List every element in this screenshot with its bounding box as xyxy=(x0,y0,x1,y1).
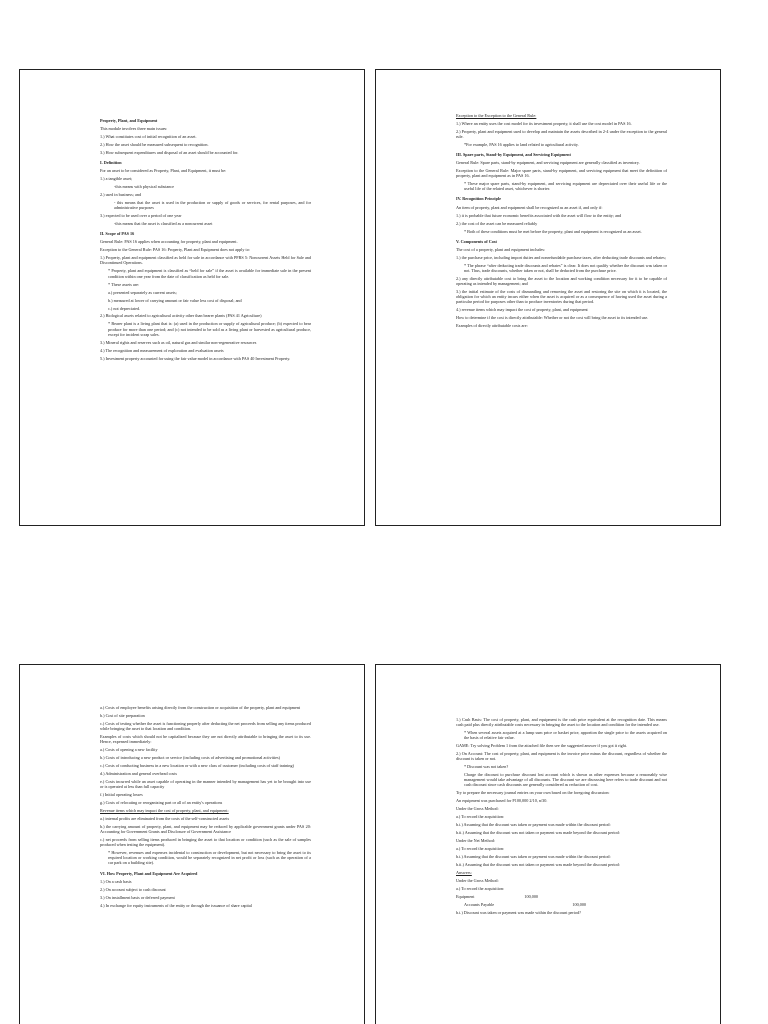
paragraph: Examples of directly attributable costs are: xyxy=(456,322,528,328)
list-item: g.) Costs of relocating or reorganizing part or all of an entity's operations xyxy=(100,800,223,806)
document-page-2 xyxy=(375,69,721,526)
page-1-content xyxy=(100,113,311,364)
paragraph: Under the Net Method: xyxy=(456,838,495,844)
page-4-content xyxy=(456,717,667,918)
paragraph: An item of property, plant and equipment shall be recognized as an asset if, and only if: xyxy=(456,204,603,210)
page-title: Property, Plant, and Equipment xyxy=(100,118,158,123)
list-item: b.ii.) Assuming that the discount was not taken or payment was made beyond the discount period: xyxy=(456,862,620,868)
paragraph: Charge the discount to purchase discount lost account which is shown as other expenses because a reasonably wise management would take advantage of all discounts. The discount we are discussing here refers to trade discount and not cash discount since cash discounts are generally considered as reduction of cost. xyxy=(464,772,667,788)
paragraph: An equipment was purchased for P100,000 2/10, n/30. xyxy=(456,798,548,804)
journal-entry-row xyxy=(456,894,667,899)
list-item: c.) Costs of conducting business in a new location or with a new class of customer (including costs of staff training) xyxy=(100,763,295,769)
subheading: Answers: xyxy=(456,870,472,876)
note: * Property, plant and equipment is classified as “held for sale” if the asset is available for immediate sale in the present condition within one year from the date of classification as held for sale. xyxy=(108,268,311,279)
note: * When several assets acquired at a lump sum price or basket price, apportion the single price to the assets acquired on the basis of relative fair value. xyxy=(464,730,667,741)
paragraph: This module involves three main issues: xyxy=(100,126,168,132)
list-item: b.) the carrying amount of property, plant, and equipment may be reduced by applicable government grants under PAS 20: Accounting for Government Grants and Disclosure of Government Assistance xyxy=(100,824,311,835)
list-item: 1.) a tangible asset; xyxy=(100,176,133,182)
subheading: Revenue items which may impact the cost of property, plant, and equipment: xyxy=(100,808,229,814)
note: * These assets are: xyxy=(108,281,140,287)
list-item: d.) Administration and general overhead costs xyxy=(100,771,177,777)
section-heading: II. Scope of PAS 16 xyxy=(100,231,135,237)
paragraph: General Rule: Spare parts, stand-by equipment, and servicing equipment are generally classified as inventory. xyxy=(456,160,640,166)
list-item: 3.) How subsequent expenditures and disposal of an asset should be accounted for. xyxy=(100,150,239,156)
note: -this means that the asset is classified as a noncurrent asset xyxy=(114,221,213,227)
paragraph: Exception to the General Rule: PAS 16: Property, Plant and Equipment does not apply to: xyxy=(100,247,250,253)
note: * These major spare parts, stand-by equipment, and servicing equipment are depreciated over their useful life or the useful life of the related asset, whichever is shorter. xyxy=(464,181,667,192)
document-page-3 xyxy=(19,664,365,1024)
note: -this means with physical substance xyxy=(114,184,175,190)
section-heading: IV. Recognition Principle xyxy=(456,196,501,202)
list-item: 3.) expected to be used over a period of one year xyxy=(100,213,182,219)
list-item: 2.) Biological assets related to agricultural activity other than bearer plants (PAS 41 Agriculture) xyxy=(100,313,262,319)
list-item: 1.) it is probable that future economic benefits associated with the asset will flow to the entity; and xyxy=(456,212,622,218)
note: * Bearer plant is a living plant that is: (a) used in the production or supply of agricultural produce; (b) expected to bear produce for more than one period; and (c) not intended to be sold as a living plant or harvested as agricultural produce, except for incident scrap sales. xyxy=(108,321,311,337)
list-item: 1.) the purchase price, including import duties and nonrefundable purchase taxes, after deducting trade discounts and rebates; xyxy=(456,254,666,260)
paragraph: The cost of a property, plant and equipment includes: xyxy=(456,246,546,252)
paragraph: 1.) Cash Basis: The cost of property, plant, and equipment is the cash price equivalent at the recognition date. This means cash paid plus directly attributable costs necessary in bringing the asset to the location and condition for the intended use. xyxy=(456,717,667,728)
list-item: 3.) the initial estimate of the costs of dismantling and removing the asset and restoring the site on which it is located, the obligation for which an entity incurs either when the asset is acquired or as a consequence of having used the asset during a particular period for purposes other than to produce inventories during that period. xyxy=(456,288,667,305)
list-item: 2.) used in business; and xyxy=(100,192,142,198)
list-item: b.) measured at lower of carrying amount or fair value less cost of disposal; and xyxy=(108,297,242,303)
list-item: a.) To record the acquisition: xyxy=(456,814,505,820)
debit-amount: 100,000 xyxy=(524,894,538,900)
list-item: c.) Costs of testing whether the asset is functioning properly after deducting the net proceeds from selling any items produced while bringing the asset to that location and condition. xyxy=(100,720,311,732)
list-item: b.i.) Discount was taken or payment was made within the discount period? xyxy=(456,910,582,916)
list-item: 2.) any directly attributable cost to bring the asset to the location and working condition necessary for it to be capable of operating as intended by management; and xyxy=(456,275,667,286)
list-item: 1.) On a cash basis xyxy=(100,878,132,884)
subheading: Exception to the Exception to the General Rule: xyxy=(456,113,537,118)
list-item: a.) presented separately as current assets; xyxy=(108,289,177,295)
document-page-1 xyxy=(19,69,365,526)
note: *For example, PAS 16 applies to land related to agricultural activity. xyxy=(464,142,579,148)
list-item: a.) Costs of employee benefits arising directly from the construction or acquisition of the property, plant and equipment xyxy=(100,705,301,710)
list-item: b.i.) Assuming that the discount was taken or payment was made within the discount period: xyxy=(456,854,611,860)
paragraph: GAME: Try solving Problem 1 from the attached file then see the suggested answer if you got it right. xyxy=(456,743,628,749)
list-item: 2.) How the asset should be measured subsequent to recognition. xyxy=(100,142,209,148)
list-item: b.i.) Assuming that the discount was taken or payment was made within the discount period: xyxy=(456,822,611,828)
list-item: b.) Costs of introducing a new product or service (including costs of advertising and promotional activities) xyxy=(100,755,281,761)
list-item: 2.) Property, plant and equipment used to develop and maintain the assets described in 2-4 under the exception to the general rule. xyxy=(456,128,667,140)
section-heading: V. Components of Cost xyxy=(456,238,497,244)
paragraph: Try to prepare the necessary journal entries on your own based on the foregoing discussion: xyxy=(456,790,610,796)
section-heading: III. Spare parts, Stand-by Equipment, and Servicing Equipment xyxy=(456,152,571,158)
paragraph: Examples of costs which should not be capitalized because they are not directly attributable to bringing the asset to its use. Hence, expensed immediately: xyxy=(100,734,311,745)
note: * Both of these conditions must be met before the property, plant and equipment is recognized as an asset. xyxy=(464,228,642,234)
list-item: b.) Cost of site preparation xyxy=(100,712,145,718)
list-item: 3.) On installment basis or deferred payment xyxy=(100,894,175,900)
list-item: c.) not depreciated. xyxy=(108,305,141,311)
page-3-content xyxy=(100,705,311,911)
note: * Discount was not taken? xyxy=(464,764,509,770)
account-name: Equipment xyxy=(456,894,475,900)
paragraph: Under the Gross Method: xyxy=(456,878,499,884)
journal-entry-row xyxy=(456,902,667,907)
list-item: f.) Initial operating losses xyxy=(100,792,143,798)
list-item: 1.) Where an entity uses the cost model for its investment property, it shall use the cost model in PAS 16. xyxy=(456,120,632,126)
note: * The phrase “after deducting trade discounts and rebates” is clear. It does not qualify whether the discount was taken or not. Thus, trade discounts, whether taken or not, shall be deducted from the purchase price. xyxy=(464,262,667,273)
section-heading: I. Definition xyxy=(100,160,122,166)
list-item: a.) internal profits are eliminated from the costs of the self-constructed assets xyxy=(100,816,230,822)
account-name: Accounts Payable xyxy=(464,902,495,908)
list-item: a.) To record the acquisition: xyxy=(456,846,505,852)
list-item: e.) Costs incurred while an asset capable of operating in the manner intended by management has yet to be brought into use or is operated at less than full capacity xyxy=(100,779,311,790)
list-item: 4.) revenue items which may impact the cost of property, plant, and equipment xyxy=(456,307,588,313)
page-2-content xyxy=(456,113,667,331)
paragraph: General Rule: PAS 16 applies when accounting for property, plant and equipment. xyxy=(100,239,238,245)
list-item: 5.) Investment property accounted for using the fair value model in accordance with PAS 40 Investment Property. xyxy=(100,355,291,361)
list-item: 1.) Property, plant and equipment classified as held for sale in accordance with PFRS 5: Noncurrent Assets Held for Sale and Discontinued Operations. xyxy=(100,255,311,266)
note: * However, revenues and expenses incidental to construction or development, but not necessary to bring the asset to its required location or working condition, would be separately recognized in net profit or loss (such as the operation of a car park on a building site). xyxy=(108,850,311,866)
paragraph: Exception to the General Rule: Major spare parts, stand-by equipment, and servicing equipment that meet the definition of property, plant and equipment as in PAS 16. xyxy=(456,168,667,179)
list-item: 1.) What constitutes cost of initial recognition of an asset. xyxy=(100,134,197,140)
list-item: c.) net proceeds from selling items produced in bringing the asset to that location or condition (such as the sale of samples produced when testing the equipment). xyxy=(100,837,311,848)
paragraph: 2.) On Account: The cost of property, plant, and equipment is the invoice price minus the discount, regardless of whether the discount is taken or not. xyxy=(456,751,667,762)
list-item: b.ii.) Assuming that the discount was not taken or payment was made beyond the discount period: xyxy=(456,830,620,836)
list-item: 4.) In exchange for equity instruments of the entity or through the issuance of share capital xyxy=(100,902,252,908)
paragraph: Under the Gross Method: xyxy=(456,806,499,812)
list-item: a.) To record the acquisition: xyxy=(456,886,505,892)
credit-amount: 100,000 xyxy=(572,902,586,908)
paragraph: How to determine if the cost is directly attributable: Whether or not the cost will bring the asset to its intended use. xyxy=(456,315,649,320)
list-item: 2.) the cost of the asset can be measured reliably xyxy=(456,220,538,226)
list-item: 2.) On account subject to cash discount xyxy=(100,886,166,892)
note: - this means that the asset is used in the production or supply of goods or services, for rental purposes, and for administrative purposes xyxy=(114,200,311,211)
list-item: a.) Costs of opening a new facility xyxy=(100,747,158,753)
list-item: 4.) The recognition and measurement of exploration and evaluation assets xyxy=(100,347,224,353)
paragraph: For an asset to be considered as Property, Plant, and Equipment, it must be: xyxy=(100,168,227,174)
document-page-4 xyxy=(375,664,721,1024)
section-heading: VI. How Property, Plant and Equipment Are Acquired xyxy=(100,870,198,876)
list-item: 3.) Mineral rights and reserves such as oil, natural gas and similar non-regenerative resources xyxy=(100,339,257,345)
